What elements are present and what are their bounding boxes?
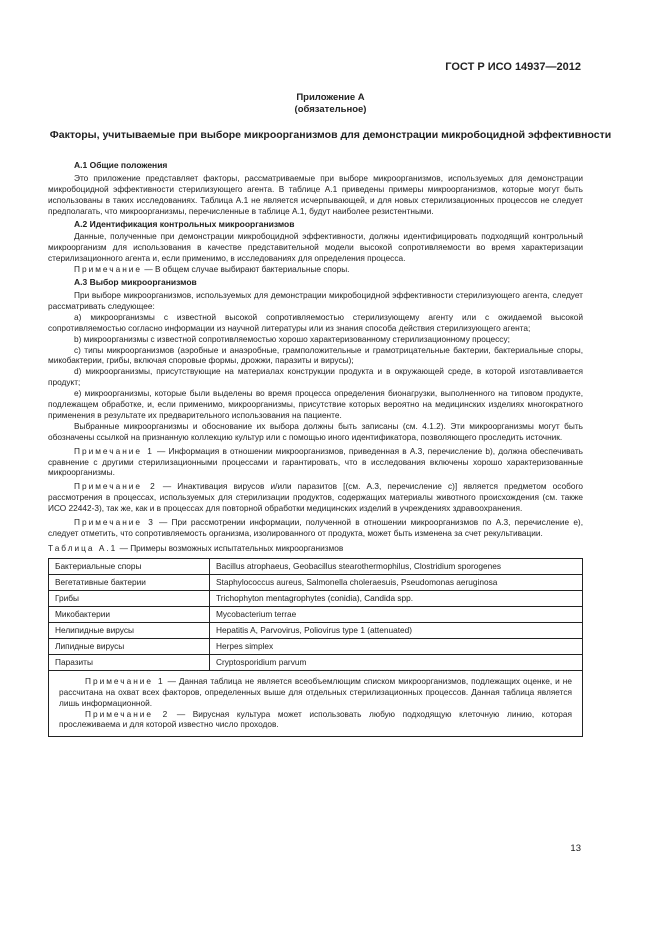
note-label: Примечание 1 <box>74 445 154 456</box>
note-text: — При рассмотрении информации, полученной в отношении микроорганизмов по А.3, перечисление е), следует отметить, что сопротивляемость организма, изолированного от продукта, может быть изменена за счет рекультивации. <box>48 517 583 538</box>
table-cell-category: Паразиты <box>49 654 210 670</box>
note <box>48 517 583 539</box>
table-row <box>49 622 583 638</box>
table-note-label: Примечание 2 <box>85 708 170 719</box>
table-notes-row <box>49 670 583 737</box>
appendix-title: Приложение А <box>296 92 365 103</box>
table-cell-examples: Hepatitis A, Parvovirus, Poliovirus type 1 (attenuated) <box>210 622 583 638</box>
table-caption-label: Таблица А.1 <box>48 542 118 553</box>
list-item: b) микроорганизмы с известной сопротивляемостью хорошо характеризованному стерилизационному процессу; <box>74 333 510 344</box>
table-note-text: — Вирусная культура может использовать любую подходящую клеточную линию, которая прослеживаема и для которой известно число проходов. <box>59 708 572 730</box>
paragraph: Данные, полученные при демонстрации микробоцидной эффективности, должны идентифицировать подходящий контрольный микроорганизм для использования в качестве представительной модели высокой сопротивляемости во время характеризации стерилизационного агента и, если применимо, в исследованиях для определения процесса. <box>48 231 583 264</box>
table-cell-examples: Bacillus atrophaeus, Geobacillus stearothermophilus, Clostridium sporogenes <box>210 558 583 574</box>
table-caption <box>48 543 583 554</box>
document-body <box>48 158 583 737</box>
table-cell-category: Микобактерии <box>49 606 210 622</box>
section-heading-a2: А.2 Идентификация контрольных микроорганизмов <box>74 218 295 229</box>
section-heading-a3: А.3 Выбор микроорганизмов <box>74 277 197 288</box>
note-label: Примечание 3 <box>74 517 155 528</box>
table-cell-examples: Mycobacterium terrae <box>210 606 583 622</box>
table-note-text: — Данная таблица не является всеобъемлющим списком микроорганизмов, подлежащих оценке, и не рассчитана на охват всех факторов, определенных выше для отдельных стерилизационных процессов. Данная таблица является лишь информационной. <box>59 675 572 708</box>
table-cell-examples: Cryptosporidium parvum <box>210 654 583 670</box>
paragraph: При выборе микроорганизмов, используемых для демонстрации микробоцидной эффективности стерилизующего агента, следует рассматривать следующее: <box>48 289 583 311</box>
microorganisms-table <box>48 558 583 738</box>
table-cell-examples: Herpes simplex <box>210 638 583 654</box>
list-item: а) микроорганизмы с известной высокой сопротивляемостью стерилизующему агенту или с ожидаемой высокой сопротивляемостью согласно информации из научной литературы или из знания способа действия стерилизующего агента; <box>48 311 583 333</box>
note-text: — Информация в отношении микроорганизмов, приведенная в А.3, перечисление b), должна обеспечивать сравнение с другими стерилизационными процессами и гарантировать, что в исследования включены хорошо характеризованные микроорганизмы. <box>48 445 583 478</box>
document-title: Факторы, учитываемые при выборе микроорганизмов для демонстрации микробоцидной эффективности <box>49 129 612 141</box>
standard-header: ГОСТ Р ИСО 14937—2012 <box>445 61 581 73</box>
table-cell-category: Вегетативные бактерии <box>49 574 210 590</box>
appendix-status: (обязательное) <box>294 104 367 115</box>
table-row <box>49 638 583 654</box>
table-note <box>59 676 572 709</box>
paragraph: Выбранные микроорганизмы и обоснование их выбора должны быть записаны (см. 4.1.2). Эти микроорганизмы могут быть обозначены ссылкой на признанную коллекцию культур или с помощью иного идентификатора, позволяющего проследить источник. <box>48 420 583 442</box>
table-note <box>59 709 572 731</box>
table-caption-text: — Примеры возможных испытательных микроорганизмов <box>117 542 344 553</box>
table-cell-examples: Trichophyton mentagrophytes (conidia), Candida spp. <box>210 590 583 606</box>
table-cell-examples: Staphylococcus aureus, Salmonella choleraesuis, Pseudomonas aeruginosa <box>210 574 583 590</box>
table-notes-cell <box>49 670 583 737</box>
table-row <box>49 558 583 574</box>
table-cell-category: Липидные вирусы <box>49 638 210 654</box>
table-cell-category: Бактериальные споры <box>49 558 210 574</box>
note <box>48 264 583 275</box>
table-row <box>49 590 583 606</box>
note <box>48 446 583 479</box>
list-item: е) микроорганизмы, которые были выделены во время процесса определения бионагрузки, выполненного на типовом продукте, подлежащем обработке, и, если применимо, микроорганизмы, присутствие которых вероятно на медицинских изделиях многократного применения в результате их предварительного использования на пациенте. <box>48 388 583 420</box>
table-cell-category: Грибы <box>49 590 210 606</box>
list-item: d) микроорганизмы, присутствующие на материалах конструкции продукта и в окружающей среде, в которой изготавливается продукт; <box>48 366 583 388</box>
table-row <box>49 606 583 622</box>
paragraph: Это приложение представляет факторы, рассматриваемые при выборе микроорганизмов, используемых для демонстрации микробоцидной эффективности стерилизующего агента. В таблице А.1 приведены примеры микроорганизмов, которые могут быть использованы в таких исследованиях. Таблица А.1 не является исчерпывающей, и для новых стерилизационных процессов не следует предполагать, что микроорганизмы, перечисленные в таблице А.1, будут наиболее резистентными. <box>48 172 583 216</box>
table-row <box>49 654 583 670</box>
table-note-label: Примечание 1 <box>85 675 165 686</box>
note-label: Примечание <box>74 264 143 275</box>
appendix-heading <box>48 92 613 116</box>
table-cell-category: Нелипидные вирусы <box>49 622 210 638</box>
list-item: с) типы микроорганизмов (аэробные и анаэробные, грамположительные и грамотрицательные бактерии, бактериальные споры, микобактерии, грибы, включая споровые формы, дрожжи, паразиты и вирусы); <box>48 344 583 366</box>
page-number: 13 <box>570 843 581 854</box>
section-heading-a1: А.1 Общие положения <box>74 160 168 170</box>
table-row <box>49 574 583 590</box>
note-text: — Инактивация вирусов и/или паразитов [(см. А.3, перечисление с)] является предметом особого рассмотрения в процессах, используемых для стерилизации продуктов, содержащих материалы животного происхождения (см. также ИСО 22442-3), так же, как и в процессах для повторной обработки медицинских изделий в учреждениях здравоохранения. <box>48 481 583 514</box>
note-label: Примечание 2 <box>74 481 157 492</box>
note-text: — В общем случае выбирают бактериальные споры. <box>142 264 350 275</box>
note <box>48 481 583 514</box>
